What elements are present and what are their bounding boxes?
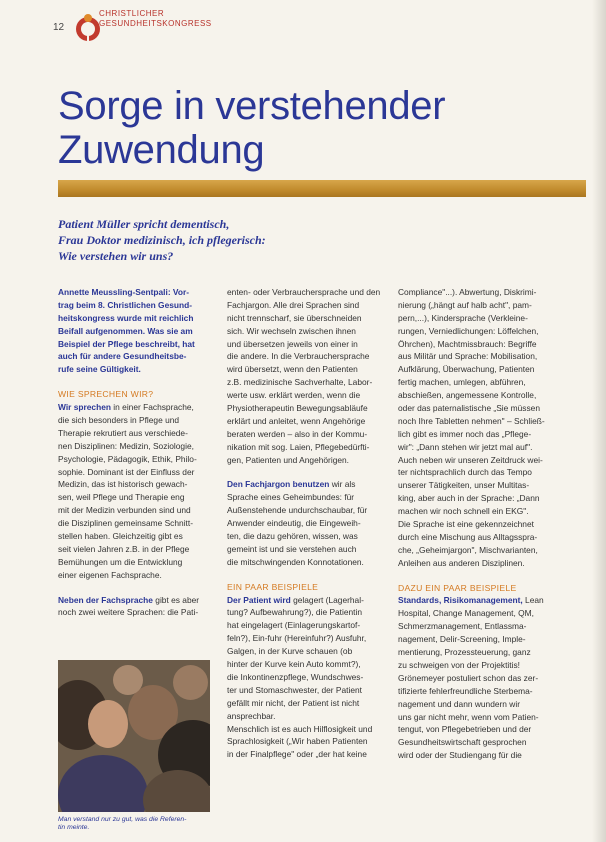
text-line: Menschlich ist es auch Hilflosigkeit und xyxy=(227,723,373,734)
logo-line-2: GESUNDHEITSKONGRESS xyxy=(99,19,212,28)
page-edge-shadow xyxy=(592,0,606,842)
lead-in-rest: gibt es aber xyxy=(152,594,200,605)
text-line: erklärt und anleitet, wenn Angehörige xyxy=(227,415,366,426)
lead-line-1: Patient Müller spricht dementisch, xyxy=(58,217,230,231)
text-line: sich. Wir wechseln zwischen ihnen xyxy=(227,325,356,336)
text-line: beraten werden – also in der Kommu- xyxy=(227,428,368,439)
text-line: auch für andere Gesundheitsbe- xyxy=(58,351,187,362)
text-line xyxy=(58,594,208,607)
text-line: die Disziplinen gemeinsame Schnitt- xyxy=(58,518,193,529)
text-line: uns gar nicht mehr, wenn vom Patien- xyxy=(398,711,539,722)
decorative-banner xyxy=(58,180,586,197)
text-line: Auch neben wir unseren Zeitdruck wei- xyxy=(398,454,543,465)
text-line: ter nichtsprachlich durch das Tempo xyxy=(398,467,532,478)
text-line: Annette Meussling-Sentpali: Vor- xyxy=(58,287,190,297)
text-line: nen Disziplinen: Medizin, Soziologie, xyxy=(58,440,194,451)
text-line: Anleihen aus anderen Disziplinen. xyxy=(398,557,525,568)
text-line: Physiotherapeutin Bewegungsabläufe xyxy=(227,403,368,414)
text-line: tengut, von Pflegebetrieben und der xyxy=(398,724,532,735)
text-line: durch eine Mischung aus Alltagsspra- xyxy=(398,531,538,542)
text-line: die sich besonders in Pflege und xyxy=(58,415,180,426)
text-line: die mitschwingenden Konnotationen. xyxy=(227,556,364,567)
text-line: abschießen, angemessene Kontrolle, xyxy=(398,390,537,401)
text-line: nagement und dann wundern wir xyxy=(398,698,520,709)
text-line: machen wir noch schnell ein EKG". xyxy=(398,506,529,517)
text-line: Gesundheitswirtschaft gesprochen xyxy=(398,737,527,748)
headline-line-1: Sorge in verstehender xyxy=(58,84,446,128)
text-line: Grönemeyer postuliert schon das zer- xyxy=(398,672,539,683)
text-line: noch zwei weitere Sprachen: die Pati- xyxy=(58,607,199,618)
lead-in: Standards, Risikomanagement, xyxy=(398,595,523,606)
column-2 xyxy=(227,286,383,761)
text-line: oder das paternalistische „Sie müssen xyxy=(398,403,540,414)
text-line: king, aber auch in der Sprache: „Dann xyxy=(398,493,540,504)
text-line: in der Finalpflege" oder „der hat keine xyxy=(227,749,367,760)
logo-line-1: CHRISTLICHER xyxy=(99,9,165,18)
page-number: 12 xyxy=(53,22,65,33)
photo-caption xyxy=(58,816,208,832)
text-line: einer eigenen Fachsprache. xyxy=(58,569,162,580)
text-line: gefällt mir nicht, der Patient ist nicht xyxy=(227,697,360,708)
headline-line-2: Zuwendung xyxy=(58,128,265,172)
text-line: Psychologie, Pädagogik, Ethik, Philo- xyxy=(58,453,197,464)
text-line: wird oder der Studiengang für die xyxy=(398,750,522,761)
text-line: feln?), Ein-fuhr (Hereinfuhr?) Ausfuhr, xyxy=(227,633,367,644)
text-line: seit vielen Jahren z.B. in der Pflege xyxy=(58,543,190,554)
text-line: noch Ihre Tabletten nehmen" – Schließ- xyxy=(398,415,545,426)
text-line: nikation mit sog. Laien, Pflegebedürfti- xyxy=(227,441,370,452)
audience-photo xyxy=(58,660,210,812)
lead-in-rest: in einer Fachsprache, xyxy=(110,402,194,413)
text-line: Beispiel der Pflege beschreibt, hat xyxy=(58,338,195,349)
lead-in: Wir sprechen xyxy=(58,402,111,413)
text-line: trag beim 8. Christlichen Gesund- xyxy=(58,299,193,310)
text-line: enten- oder Verbrauchersprache und den xyxy=(227,287,381,297)
text-line: werte usw. erklärt werden, wenn die xyxy=(227,390,361,401)
text-line: und übersetzen jeweils von einer in xyxy=(227,338,358,349)
lead-in: Der Patient wird xyxy=(227,594,291,605)
text-line: Sprache eines Geheimbundes: für xyxy=(227,492,355,503)
text-line: Außenstehende undurchschaubar, für xyxy=(227,505,368,516)
text-line: wir": „Dann stehen wir jetzt mal auf". xyxy=(398,441,533,452)
text-line xyxy=(398,594,558,607)
column-1 xyxy=(58,286,208,619)
caption-line-1: Man verstand nur zu gut, was die Referen- xyxy=(58,816,187,823)
text-line: Anwender eindeutig, die Eingeweih- xyxy=(227,518,361,529)
column-3 xyxy=(398,286,558,762)
section-heading: EIN PAAR BEISPIELE xyxy=(227,581,319,592)
text-line: Compliance"...). Abwertung, Diskrimi- xyxy=(398,287,537,297)
text-line: die andere. In die Verbrauchersprache xyxy=(227,351,370,362)
text-line xyxy=(227,594,383,607)
text-line xyxy=(58,401,208,414)
text-line: pern,...), Kindersprache (Verkleine- xyxy=(398,312,528,323)
text-line: Die Sprache ist eine gekennzeichnet xyxy=(398,519,534,530)
lead-in-rest: wir als xyxy=(329,479,356,490)
text-line: die Inkontinenzpflege, Wundschwes- xyxy=(227,671,364,682)
text-line: Öhrchen), Machtmissbrauch: Begriffe xyxy=(398,338,537,349)
text-line: Schmerzmanagement, Entlassma- xyxy=(398,621,527,632)
lead-in-rest: Lean xyxy=(522,595,544,606)
text-line: mit der Medizin verbunden sind und xyxy=(58,505,191,516)
text-line: sophie. Dominant ist der Einfluss der xyxy=(58,466,195,477)
text-line: rungen, Verniedlichungen: Löffelchen, xyxy=(398,325,539,336)
text-line: fertig machen, umlegen, abführen, xyxy=(398,377,526,388)
text-line: tung? Aufbewahrung?), die Patientin xyxy=(227,607,363,618)
text-line: Medizin, das ist historisch gewach- xyxy=(58,479,188,490)
logo-wordmark xyxy=(99,9,212,29)
text-line: unserer Tätigkeiten, unser Multitas- xyxy=(398,480,530,491)
text-line: z.B. medizinische Sachverhalte, Labor- xyxy=(227,377,373,388)
text-line: Bemühungen um die Entwicklung xyxy=(58,556,183,567)
text-line: Therapie rekrutiert aus verschiede- xyxy=(58,427,188,438)
text-line: nierung („hängt auf halb acht", pam- xyxy=(398,299,532,310)
text-line: zu schweigen von der Projektitis! xyxy=(398,659,520,670)
article-lead xyxy=(58,216,358,264)
text-line: che, „Geheimjargon", Mischvarianten, xyxy=(398,544,538,555)
section-heading: DAZU EIN PAAR BEISPIELE xyxy=(398,582,517,593)
text-line: gen, Patienten und Angehörigen. xyxy=(227,454,350,465)
text-line: heitskongress wurde mit reichlich xyxy=(58,312,194,323)
congress-logo-icon xyxy=(74,11,102,43)
lead-in: Neben der Fachsprache xyxy=(58,594,153,605)
text-line: Beifall aufgenommen. Was sie am xyxy=(58,325,193,336)
text-line: ten, die dazu gehören, wissen, was xyxy=(227,531,358,542)
intro-paragraph xyxy=(58,286,208,376)
text-line: mentierung, Prozessteuerung, ganz xyxy=(398,647,531,658)
lead-line-2: Frau Doktor medizinisch, ich pflegerisch: xyxy=(58,233,266,247)
text-line: aus Militär und Sprache: Mobilisation, xyxy=(398,351,538,362)
text-line: rufe seine Gültigkeit. xyxy=(58,364,141,375)
text-line: sen, weil Pflege und Therapie eng xyxy=(58,492,185,503)
text-line: Galgen, in der Kurve schauen (ob xyxy=(227,646,353,657)
section-heading: WIE SPRECHEN WIR? xyxy=(58,389,154,400)
caption-line-2: tin meinte. xyxy=(58,824,90,831)
text-line: ter und Stomaschwester, der Patient xyxy=(227,684,363,695)
text-line: nagement, Delir-Screening, Imple- xyxy=(398,634,526,645)
text-line: wird übersetzt, wenn den Patienten xyxy=(227,364,358,375)
text-line xyxy=(227,478,383,491)
text-line: tifizierte fehlerfreundliche Sterbema- xyxy=(398,685,533,696)
text-line: nicht trennscharf, sie überschneiden xyxy=(227,312,362,323)
text-line: hat eingelagert (Einlagerungskartof- xyxy=(227,620,361,631)
text-line: hinter der Kurve kein Auto kommt?), xyxy=(227,659,361,670)
lead-in: Den Fachjargon benutzen xyxy=(227,479,330,490)
text-line: lich gibt es immer noch das „Pflege- xyxy=(398,428,532,439)
lead-line-3: Wie verstehen wir uns? xyxy=(58,249,174,263)
text-line: Sprachlosigkeit („Wir haben Patienten xyxy=(227,736,368,747)
text-line: Aufklärung, Überwachung, Patienten xyxy=(398,364,535,375)
lead-in-rest: gelagert (Lagerhal- xyxy=(290,594,364,605)
text-line: ansprechbar. xyxy=(227,710,276,721)
text-line: Hospital, Change Management, QM, xyxy=(398,608,534,619)
article-headline xyxy=(58,84,445,172)
text-line: Fachjargon. Alle drei Sprachen sind xyxy=(227,299,360,310)
text-line: gemeint ist und sie verstehen auch xyxy=(227,543,357,554)
text-line: stellen haben. Gleichzeitig gibt es xyxy=(58,531,183,542)
